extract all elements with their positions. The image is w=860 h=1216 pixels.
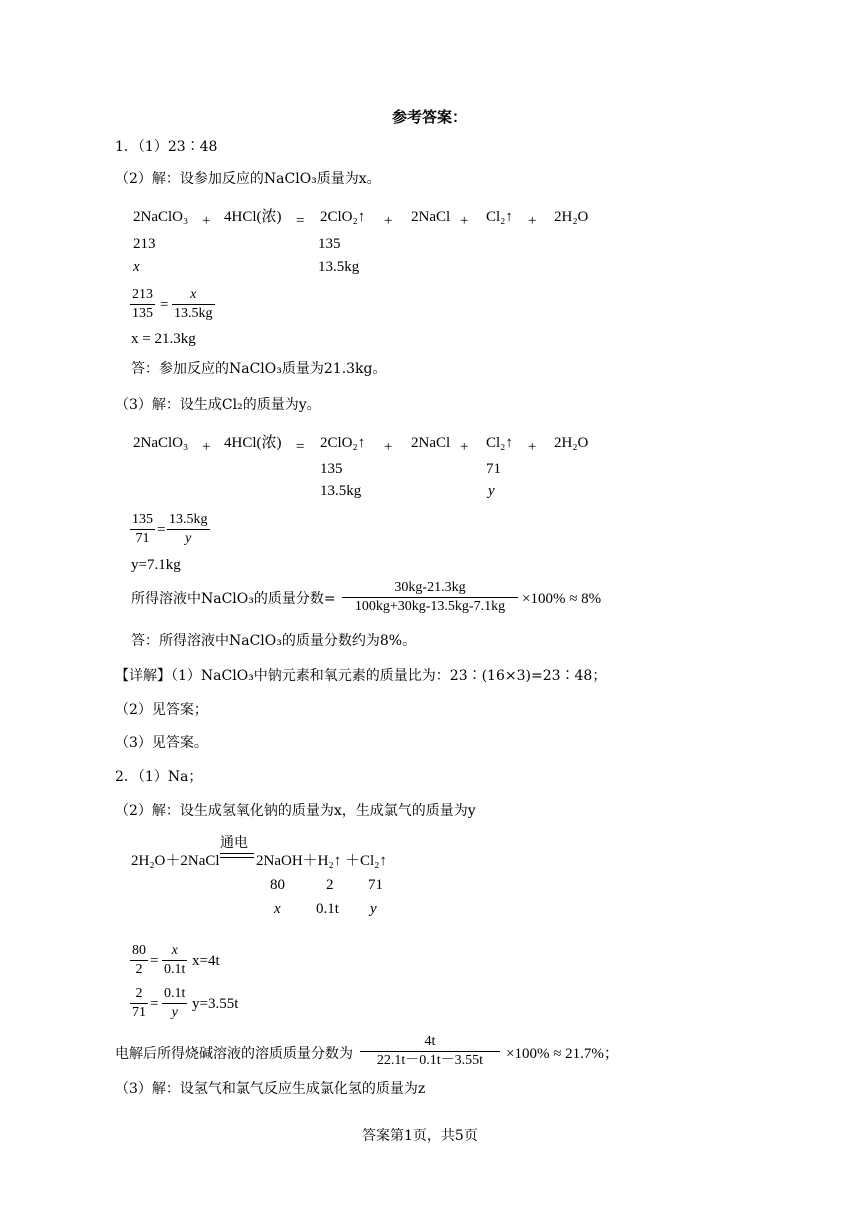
- q1-mass-row: 135: [318, 236, 341, 252]
- fraction: x 0.1t: [164, 943, 186, 977]
- eq-term: 2NaClO₃: [133, 209, 189, 225]
- eq-term: 2ClO₂↑: [320, 435, 366, 451]
- q1-unknown-row: 13.5kg: [318, 259, 360, 275]
- eq-term: 2H₂O: [554, 435, 589, 451]
- eq-term: 2NaCl: [411, 209, 451, 225]
- q1-detail: 【详解】（1）NaClO₃中钠元素和氧元素的质量比为：23∶(16×3)=23∶48；: [115, 668, 607, 684]
- eq-sign: =: [150, 953, 159, 969]
- q1-part2-intro: （2）解：设参加反应的NaClO₃质量为x。: [115, 171, 381, 187]
- fraction: x 13.5kg: [174, 287, 213, 321]
- q2-unknown-row: x: [274, 901, 281, 917]
- fraction: 135 71: [132, 512, 153, 546]
- q1-unknown-row: y: [488, 483, 495, 499]
- q2-eq-right: 2NaOH＋H₂↑ ＋Cl₂↑: [256, 853, 387, 869]
- q1-part1: 1．（1）23∶48: [115, 139, 218, 155]
- page-title: 参考答案：: [392, 108, 468, 126]
- q1-unknown-row: x: [133, 259, 140, 275]
- eq-op: +: [460, 439, 469, 455]
- q1-result: x = 21.3kg: [131, 331, 196, 347]
- eq-op: +: [384, 439, 393, 455]
- fraction: 0.1t y: [164, 986, 186, 1020]
- q1-detail-2: （2）见答案；: [115, 702, 208, 718]
- q1-result-2: y=7.1kg: [131, 557, 181, 573]
- fraction: 4t 22.1t－0.1t－3.55t: [360, 1034, 500, 1069]
- q2-conc-label: 电解后所得烧碱溶液的溶质质量分数为: [115, 1046, 353, 1062]
- q2-mass-row: 80: [270, 877, 285, 893]
- q1-answer3: 答：所得溶液中NaClO₃的质量分数约为8%。: [131, 633, 417, 649]
- eq-term: 2NaCl: [411, 435, 451, 451]
- eq-term: Cl₂↑: [486, 209, 513, 225]
- q1-mass-row: 71: [486, 461, 501, 477]
- fraction: 213 135: [132, 287, 153, 321]
- eq-op: =: [296, 439, 305, 455]
- eq-sign: =: [157, 522, 166, 538]
- q1-mass-row: 135: [320, 461, 343, 477]
- eq-op: +: [202, 213, 211, 229]
- double-line: [220, 853, 254, 858]
- eq-op: +: [460, 213, 469, 229]
- q1-mass-row: 213: [133, 236, 156, 252]
- eq-term: 2NaClO₃: [133, 435, 189, 451]
- page-footer: 答案第1页，共5页: [362, 1128, 478, 1144]
- eq-sign: =: [160, 297, 169, 313]
- fraction: 13.5kg y: [169, 512, 208, 546]
- q2-conc-tail: ×100% ≈ 21.7%；: [506, 1046, 619, 1062]
- q2-eq-left: 2H₂O＋2NaCl: [131, 853, 220, 869]
- eq-op: +: [528, 213, 537, 229]
- q2-condition: 通电: [220, 835, 248, 851]
- q1-part3-intro: （3）解：设生成Cl₂的质量为y。: [115, 397, 321, 413]
- q2-mass-row: 71: [368, 877, 383, 893]
- fraction: 30kg-21.3kg 100kg+30kg-13.5kg-7.1kg: [342, 580, 518, 615]
- q1-unknown-row: 13.5kg: [320, 483, 362, 499]
- q2-unknown-row: 0.1t: [316, 901, 339, 917]
- eq-term: 4HCl(浓): [224, 435, 282, 451]
- q2-mass-row: 2: [326, 877, 334, 893]
- fraction: 2 71: [132, 986, 146, 1020]
- fraction: 80 2: [132, 943, 146, 977]
- eq-term: Cl₂↑: [486, 435, 513, 451]
- q2-part2-intro: （2）解：设生成氢氧化钠的质量为x，生成氯气的质量为y: [115, 803, 476, 819]
- q1-massfrac-tail: ×100% ≈ 8%: [522, 591, 602, 607]
- q2-part3-intro: （3）解：设氢气和氯气反应生成氯化氢的质量为z: [115, 1081, 426, 1097]
- q1-massfrac-label: 所得溶液中NaClO₃的质量分数=: [131, 591, 336, 607]
- q2-result-y: y=3.55t: [192, 996, 239, 1012]
- q1-detail-3: （3）见答案。: [115, 735, 208, 751]
- eq-op: +: [384, 213, 393, 229]
- eq-sign: =: [150, 996, 159, 1012]
- eq-term: 4HCl(浓): [224, 209, 282, 225]
- q1-answer2: 答：参加反应的NaClO₃质量为21.3kg。: [131, 361, 387, 377]
- q2-result-x: x=4t: [192, 953, 220, 969]
- q2-part1: 2．（1）Na；: [115, 769, 203, 785]
- eq-term: 2ClO₂↑: [320, 209, 366, 225]
- eq-op: +: [202, 439, 211, 455]
- q2-unknown-row: y: [370, 901, 377, 917]
- eq-op: +: [528, 439, 537, 455]
- eq-op: =: [296, 213, 305, 229]
- eq-term: 2H₂O: [554, 209, 589, 225]
